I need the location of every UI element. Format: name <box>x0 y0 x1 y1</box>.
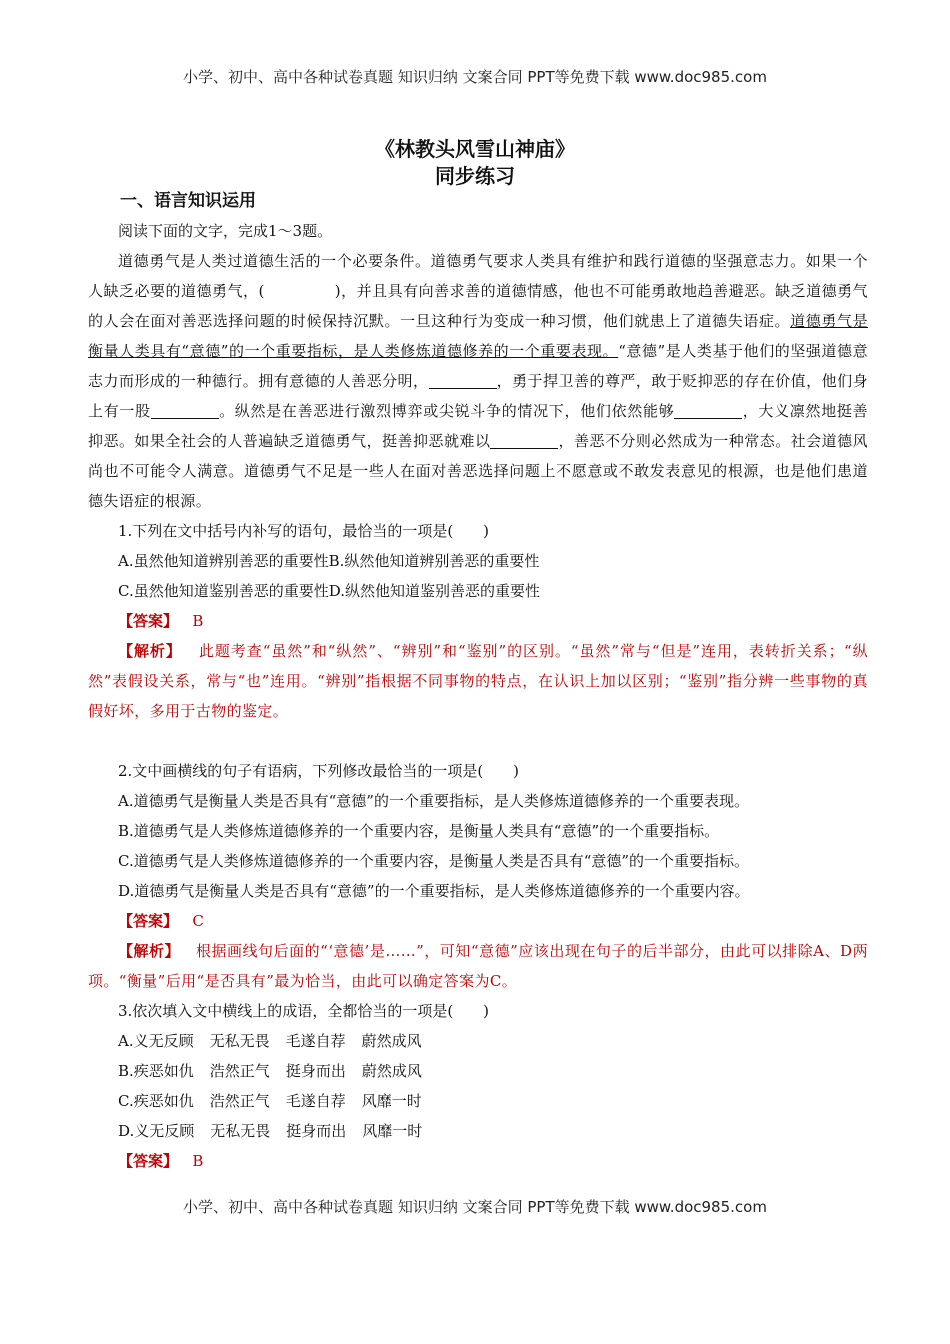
analysis-tag: 【解析】 <box>118 942 181 960</box>
spacer <box>88 726 868 756</box>
passage-text: ，大义凛然地挺善抑恶。如果全社会的人普遍缺乏道德勇气，挺善抑恶就难以 <box>88 402 869 450</box>
option-word: 挺身而出 <box>286 1122 347 1140</box>
question-2-option-d: D.道德勇气是衡量人类是否具有“意德”的一个重要指标，是人类修炼道德修养的一个重要内容。 <box>118 882 750 900</box>
answer-value: B <box>192 612 204 630</box>
question-3-option-d <box>88 1116 868 1146</box>
option-word: 浩然正气 <box>209 1062 270 1080</box>
answer-value: B <box>192 1152 204 1170</box>
header-banner: 小学、初中、高中各种试卷真题 知识归纳 文案合同 PPT等免费下载 www.doc985.com <box>183 68 767 86</box>
option-word: 毛遂自荐 <box>285 1032 346 1050</box>
fill-blank <box>151 402 219 419</box>
option-word: 浩然正气 <box>209 1092 270 1110</box>
option-word: 风靡一时 <box>362 1122 423 1140</box>
option-word: 挺身而出 <box>285 1062 346 1080</box>
question-2-analysis <box>88 936 868 996</box>
option-word: D.义无反顾 <box>118 1122 195 1140</box>
option-word: 蔚然成风 <box>361 1062 422 1080</box>
analysis-text: 根据画线句后面的“‘意德’是……”，可知“意德”应该出现在句子的后半部分，由此可以排除A、D两项。“衡量”后用“是否具有”最为恰当，由此可以确定答案为C。 <box>88 942 869 990</box>
analysis-tag: 【解析】 <box>118 642 182 660</box>
option-word: 风靡一时 <box>361 1092 422 1110</box>
footer-banner: 小学、初中、高中各种试卷真题 知识归纳 文案合同 PPT等免费下载 www.doc985.com <box>183 1198 767 1216</box>
question-1-options-cd: C.虽然他知道鉴别善恶的重要性D.纵然他知道鉴别善恶的重要性 <box>118 582 540 600</box>
question-3-answer <box>88 1146 868 1176</box>
answer-tag: 【答案】 <box>118 912 179 930</box>
instruction: 阅读下面的文字，完成1～3题。 <box>118 222 333 240</box>
question-3-stem: 3.依次填入文中横线上的成语，全都恰当的一项是( ) <box>118 1002 490 1020</box>
question-2-option-c: C.道德勇气是人类修炼道德修养的一个重要内容，是衡量人类是否具有“意德”的一个重要指标。 <box>118 852 750 870</box>
fill-blank <box>429 372 497 389</box>
question-1-answer <box>88 606 868 636</box>
answer-value: C <box>192 912 204 930</box>
question-1-analysis <box>88 636 868 726</box>
option-word: 毛遂自荐 <box>285 1092 346 1110</box>
analysis-text: 此题考查“虽然”和“纵然”、“辨别”和“鉴别”的区别。“虽然”常与“但是”连用，表转折关系；“纵然”表假设关系，常与“也”连用。“辨别”指根据不同事物的特点，在认识上加以区别；“鉴别”指分辨一些事物的真假好坏，多用于古物的鉴定。 <box>88 642 868 720</box>
option-word: 无私无畏 <box>210 1122 271 1140</box>
document-subtitle: 同步练习 <box>435 164 515 188</box>
option-word: 无私无畏 <box>209 1032 270 1050</box>
question-3-option-b <box>88 1056 868 1086</box>
question-2-stem: 2.文中画横线的句子有语病，下列修改最恰当的一项是( ) <box>118 762 520 780</box>
question-2-answer <box>88 906 868 936</box>
option-word: C.疾恶如仇 <box>118 1092 194 1110</box>
passage-text: “意德”是人类基于他们的坚强道德意志力而形成的一种德行。拥有意德的人善恶分明， <box>88 342 868 390</box>
question-2-option-a: A.道德勇气是衡量人类是否具有“意德”的一个重要指标，是人类修炼道德修养的一个重要表现。 <box>118 792 749 810</box>
question-1-options-ab: A.虽然他知道辨别善恶的重要性B.纵然他知道辨别善恶的重要性 <box>118 552 540 570</box>
passage-text: 。纵然是在善恶进行激烈博弈或尖锐斗争的情况下，他们依然能够 <box>218 402 675 420</box>
option-word: 蔚然成风 <box>361 1032 422 1050</box>
underlined-sentence: 道德勇气是衡量人类具有“意德”的一个重要指标，是人类修炼道德修养的一个重要表现。 <box>88 312 868 360</box>
option-word: A.义无反顾 <box>118 1032 194 1050</box>
fill-blank <box>674 402 742 419</box>
answer-tag: 【答案】 <box>118 612 179 630</box>
document-body <box>88 216 868 1176</box>
fill-blank <box>490 432 558 449</box>
question-3-option-a <box>88 1026 868 1056</box>
reading-passage <box>88 246 868 516</box>
section-heading: 一、语言知识运用 <box>120 191 256 211</box>
passage-text: )，并且具有向善求善的道德情感，他也不可能勇敢地趋善避恶。缺乏道德勇气的人会在面对善恶选择问题的时候保持沉默。一旦这种行为变成一种习惯，他们就患上了道德失语症。 <box>88 282 868 330</box>
passage-text: ，勇于捍卫善的尊严，敢于贬抑恶的存在价值，他们身上有一股 <box>88 372 868 420</box>
question-1-stem: 1.下列在文中括号内补写的语句，最恰当的一项是( ) <box>118 522 490 540</box>
question-3-option-c <box>88 1086 868 1116</box>
question-2-option-b: B.道德勇气是人类修炼道德修养的一个重要内容，是衡量人类具有“意德”的一个重要指标。 <box>118 822 720 840</box>
answer-tag: 【答案】 <box>118 1152 179 1170</box>
option-word: B.疾恶如仇 <box>118 1062 194 1080</box>
document-title: 《林教头风雪山神庙》 <box>375 137 575 161</box>
passage-text: ，善恶不分则必然成为一种常态。社会道德风尚也不可能令人满意。道德勇气不足是一些人在面对善恶选择问题上不愿意或不敢发表意见的根源，也是他们患道德失语症的根源。 <box>88 432 868 510</box>
passage-text: 道德勇气是人类过道德生活的一个必要条件。道德勇气要求人类具有维护和践行道德的坚强意志力。如果一个人缺乏必要的道德勇气，( <box>88 252 868 300</box>
